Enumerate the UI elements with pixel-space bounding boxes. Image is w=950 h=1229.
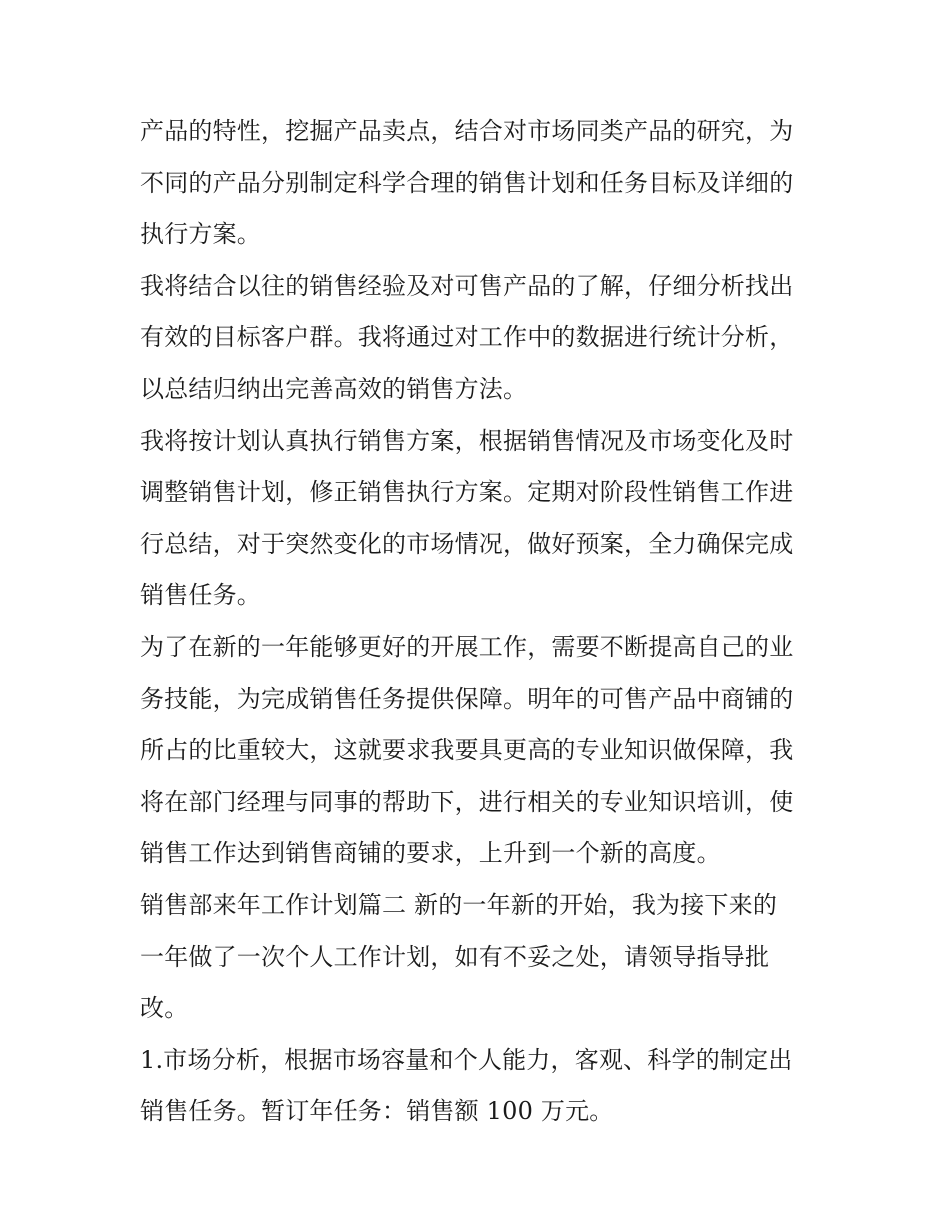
text-line: 有效的目标客户群。我将通过对工作中的数据进行统计分析，	[140, 323, 794, 352]
paragraph	[140, 106, 820, 261]
paragraph	[140, 416, 820, 622]
text-line: 以总结归纳出完善高效的销售方法。	[140, 374, 528, 403]
text-line: 行总结，对于突然变化的市场情况，做好预案，全力确保完成	[140, 529, 794, 558]
text-line: 销售部来年工作计划篇二 新的一年新的开始，我为接下来的	[140, 890, 778, 919]
text-line: 我将结合以往的销售经验及对可售产品的了解，仔细分析找出	[140, 271, 794, 300]
text-line: 产品的特性，挖掘产品卖点，结合对市场同类产品的研究，为	[140, 117, 794, 145]
paragraph	[140, 261, 820, 416]
text-line: 务技能，为完成销售任务提供保障。明年的可售产品中商铺的	[140, 684, 794, 713]
text-line: 改。	[140, 994, 189, 1023]
text-line: 我将按计划认真执行销售方案，根据销售情况及市场变化及时	[140, 426, 794, 455]
paragraph	[140, 880, 820, 1035]
text-line: 为了在新的一年能够更好的开展工作，需要不断提高自己的业	[140, 632, 794, 661]
text-line: 销售工作达到销售商铺的要求，上升到一个新的高度。	[140, 839, 721, 868]
text-line: 调整销售计划，修正销售执行方案。定期对阶段性销售工作进	[140, 478, 794, 507]
paragraph	[140, 1035, 820, 1138]
paragraph	[140, 622, 820, 880]
text-line: 所占的比重较大，这就要求我要具更高的专业知识做保障，我	[140, 736, 794, 765]
text-line: 不同的产品分别制定科学合理的销售计划和任务目标及详细的	[140, 168, 794, 197]
text-line: 一年做了一次个人工作计划，如有不妥之处，请领导指导批	[140, 942, 770, 971]
text-line: 销售任务。暂订年任务：销售额 100 万元。	[140, 1097, 614, 1126]
text-line: 1.市场分析，根据市场容量和个人能力，客观、科学的制定出	[140, 1045, 793, 1074]
text-line: 执行方案。	[140, 220, 261, 249]
text-line: 将在部门经理与同事的帮助下，进行相关的专业知识培训，使	[140, 787, 794, 816]
text-line: 销售任务。	[140, 581, 261, 610]
document-body	[140, 106, 820, 1138]
